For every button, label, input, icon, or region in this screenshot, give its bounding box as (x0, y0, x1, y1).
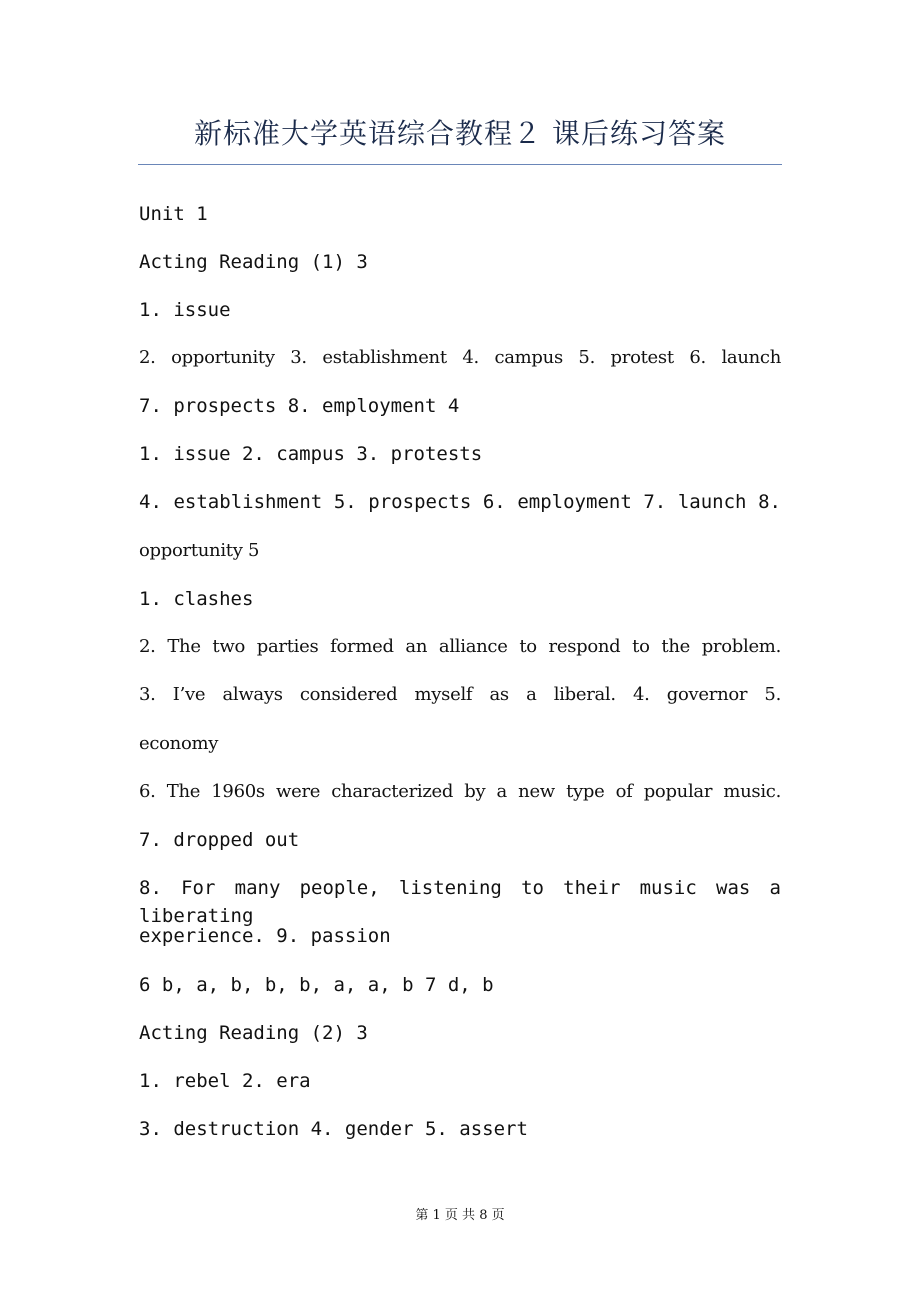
text-line: 7. dropped out (139, 829, 300, 851)
text-line: 2. The two parties formed an alliance to respond to the problem. (139, 636, 781, 657)
text-line: 1. clashes (139, 588, 254, 610)
text-line: 3. destruction 4. gender 5. assert (139, 1118, 528, 1140)
text-line: 6. The 1960s were characterized by a new type of popular music. (139, 781, 781, 802)
text-line: opportunity 5 (139, 540, 260, 561)
text-line: 6 b, a, b, b, b, a, a, b 7 d, b (139, 974, 494, 996)
text-line: 7. prospects 8. employment 4 (139, 395, 460, 417)
text-line: 4. establishment 5. prospects 6. employment 7. launch 8. (139, 491, 781, 513)
text-line: 1. issue (139, 299, 231, 321)
text-line-unit-heading: Unit 1 (139, 203, 208, 225)
text-line: 1. rebel 2. era (139, 1070, 311, 1092)
text-line-section-heading: Acting Reading (1) 3 (139, 251, 368, 273)
title-divider (138, 164, 782, 165)
page-footer: 第 1 页 共 8 页 (415, 1208, 505, 1223)
text-line: 1. issue 2. campus 3. protests (139, 443, 483, 465)
text-line: economy (139, 733, 219, 754)
document-title: 新标准大学英语综合教程２ 课后练习答案 (194, 117, 726, 150)
text-line: experience. 9. passion (139, 925, 391, 947)
text-line: 2. opportunity 3. establishment 4. campus 5. protest 6. launch (139, 347, 781, 368)
text-line: 8. For many people, listening to their music was a liberating (139, 877, 781, 927)
text-line: 3. I’ve always considered myself as a liberal. 4. governor 5. (139, 684, 781, 705)
text-line-section-heading: Acting Reading (2) 3 (139, 1022, 368, 1044)
